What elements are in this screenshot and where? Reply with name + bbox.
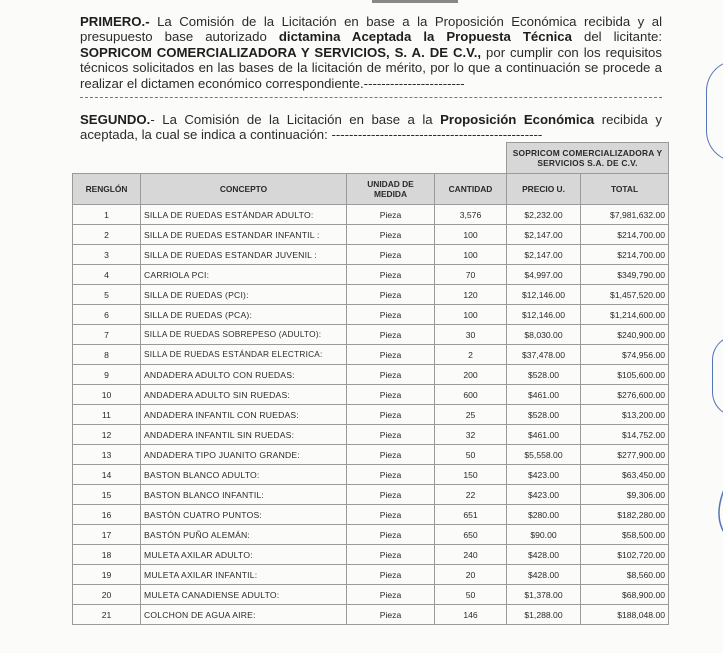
row-unit: Pieza [347,545,435,565]
row-unit: Pieza [347,525,435,545]
row-unit: Pieza [347,245,435,265]
row-unit: Pieza [347,445,435,465]
row-total: $240,900.00 [581,325,669,345]
separator-line [80,97,662,98]
row-unit: Pieza [347,385,435,405]
row-concept: SILLA DE RUEDAS (PCI): [141,285,347,305]
row-unit-price: $1,378.00 [507,585,581,605]
row-total: $102,720.00 [581,545,669,565]
row-total: $214,700.00 [581,225,669,245]
row-quantity: 50 [435,445,507,465]
row-total: $182,280.00 [581,505,669,525]
row-number: 10 [73,385,141,405]
row-number: 12 [73,425,141,445]
row-unit-price: $12,146.00 [507,305,581,325]
table-row [73,305,669,325]
row-concept: COLCHON DE AGUA AIRE: [141,605,347,625]
table-row [73,245,669,265]
header-renglon: RENGLÓN [73,174,141,205]
row-total: $214,700.00 [581,245,669,265]
table-row [73,445,669,465]
row-total: $277,900.00 [581,445,669,465]
row-unit: Pieza [347,605,435,625]
row-unit: Pieza [347,325,435,345]
row-unit-price: $423.00 [507,485,581,505]
row-number: 20 [73,585,141,605]
table-row [73,325,669,345]
paragraph-primero [80,14,662,91]
table-row [73,345,669,365]
row-unit: Pieza [347,265,435,285]
row-concept: MULETA CANADIENSE ADULTO: [141,585,347,605]
row-quantity: 50 [435,585,507,605]
supplier-name: SOPRICOM COMERCIALIZADORA Y SERVICIOS S.A. DE C.V. [507,143,669,174]
header-cantidad: CANTIDAD [435,174,507,205]
row-quantity: 600 [435,385,507,405]
row-unit: Pieza [347,425,435,445]
row-concept: SILLA DE RUEDAS ESTANDAR INFANTIL : [141,225,347,245]
row-unit: Pieza [347,485,435,505]
row-total: $276,600.00 [581,385,669,405]
row-concept: MULETA AXILAR INFANTIL: [141,565,347,585]
row-concept: BASTÓN PUÑO ALEMÁN: [141,525,347,545]
row-quantity: 32 [435,425,507,445]
row-quantity: 25 [435,405,507,425]
row-quantity: 100 [435,245,507,265]
row-unit-price: $1,288.00 [507,605,581,625]
header-unidad: UNIDAD DE MEDIDA [347,174,435,205]
header-total: TOTAL [581,174,669,205]
row-total: $7,981,632.00 [581,205,669,225]
row-unit: Pieza [347,585,435,605]
row-total: $1,457,520.00 [581,285,669,305]
row-unit: Pieza [347,465,435,485]
supplier-header-row [73,143,669,174]
row-quantity: 22 [435,485,507,505]
row-quantity: 20 [435,565,507,585]
row-total: $1,214,600.00 [581,305,669,325]
row-concept: SILLA DE RUEDAS (PCA): [141,305,347,325]
primero-text-1: La Comisión de la Licitación en base a la Proposición Económica recibida y al presupuesto base autorizado [80,14,662,45]
row-unit: Pieza [347,345,435,365]
header-blank [73,143,507,174]
row-total: $349,790.00 [581,265,669,285]
row-unit-price: $461.00 [507,385,581,405]
table-row [73,285,669,305]
row-unit: Pieza [347,505,435,525]
row-number: 9 [73,365,141,385]
row-quantity: 100 [435,225,507,245]
row-unit-price: $2,147.00 [507,245,581,265]
table-row [73,385,669,405]
primero-bold-1: dictamina Aceptada la Propuesta Técnica [278,29,572,45]
row-unit-price: $8,030.00 [507,325,581,345]
row-number: 5 [73,285,141,305]
table-row [73,545,669,565]
row-total: $105,600.00 [581,365,669,385]
table-row [73,365,669,385]
row-number: 4 [73,265,141,285]
row-concept: MULETA AXILAR ADULTO: [141,545,347,565]
row-unit-price: $5,558.00 [507,445,581,465]
row-unit: Pieza [347,305,435,325]
row-total: $9,306.00 [581,485,669,505]
page-top-edge [372,0,458,3]
row-concept: SILLA DE RUEDAS ESTÁNDAR ADULTO: [141,205,347,225]
table-row [73,425,669,445]
row-total: $13,200.00 [581,405,669,425]
table-row [73,585,669,605]
primero-text-3: por cumplir con los requisitos técnicos solicitados en las bases de la licitación de mérito, por lo que a continuación se procede a realizar el dictamen económico correspondiente.----------------------- [80,44,662,91]
row-quantity: 70 [435,265,507,285]
row-quantity: 146 [435,605,507,625]
row-total: $68,900.00 [581,585,669,605]
row-number: 6 [73,305,141,325]
row-quantity: 651 [435,505,507,525]
row-unit-price: $423.00 [507,465,581,485]
row-concept: ANDADERA INFANTIL CON RUEDAS: [141,405,347,425]
row-total: $74,956.00 [581,345,669,365]
table-row [73,505,669,525]
row-unit: Pieza [347,205,435,225]
row-unit: Pieza [347,285,435,305]
row-unit-price: $280.00 [507,505,581,525]
row-concept: SILLA DE RUEDAS ESTÁNDAR ELECTRICA: [141,345,347,365]
row-number: 2 [73,225,141,245]
primero-bold-2: SOPRICOM COMERCIALIZADORA Y SERVICIOS, S. A. DE C.V., [80,44,482,60]
table-row [73,605,669,625]
row-unit-price: $12,146.00 [507,285,581,305]
row-concept: SILLA DE RUEDAS SOBREPESO (ADULTO): [141,325,347,345]
row-quantity: 240 [435,545,507,565]
table-row [73,405,669,425]
economic-proposal-table [72,142,669,625]
table-row [73,205,669,225]
row-concept: CARRIOLA PCI: [141,265,347,285]
row-number: 18 [73,545,141,565]
row-unit: Pieza [347,405,435,425]
row-quantity: 150 [435,465,507,485]
row-number: 19 [73,565,141,585]
row-concept: ANDADERA INFANTIL SIN RUEDAS: [141,425,347,445]
row-unit: Pieza [347,365,435,385]
table-row [73,525,669,545]
row-concept: ANDADERA TIPO JUANITO GRANDE: [141,445,347,465]
row-number: 21 [73,605,141,625]
row-unit-price: $2,147.00 [507,225,581,245]
row-concept: ANDADERA ADULTO SIN RUEDAS: [141,385,347,405]
row-number: 13 [73,445,141,465]
row-concept: BASTÓN CUATRO PUNTOS: [141,505,347,525]
header-precio: PRECIO U. [507,174,581,205]
row-total: $58,500.00 [581,525,669,545]
row-concept: BASTON BLANCO INFANTIL: [141,485,347,505]
column-header-row [73,174,669,205]
paragraph-segundo [80,112,662,143]
row-number: 17 [73,525,141,545]
header-concepto: CONCEPTO [141,174,347,205]
row-concept: BASTON BLANCO ADULTO: [141,465,347,485]
row-number: 11 [73,405,141,425]
row-number: 8 [73,345,141,365]
row-number: 7 [73,325,141,345]
row-unit-price: $2,232.00 [507,205,581,225]
row-quantity: 650 [435,525,507,545]
row-unit-price: $90.00 [507,525,581,545]
segundo-text-2: recibida y aceptada, la cual se indica a continuación: ------------------------------------------------ [80,112,662,143]
table-row [73,465,669,485]
row-unit-price: $461.00 [507,425,581,445]
signature-mark [712,335,723,417]
primero-text-2: del licitante: [571,29,662,45]
row-unit-price: $4,997.00 [507,265,581,285]
row-number: 15 [73,485,141,505]
row-quantity: 200 [435,365,507,385]
segundo-lead: SEGUNDO. [80,112,151,127]
row-total: $63,450.00 [581,465,669,485]
row-number: 14 [73,465,141,485]
table-row [73,485,669,505]
row-quantity: 30 [435,325,507,345]
row-total: $8,560.00 [581,565,669,585]
signature-mark [700,460,723,610]
row-total: $14,752.00 [581,425,669,445]
row-number: 1 [73,205,141,225]
row-number: 3 [73,245,141,265]
row-unit-price: $528.00 [507,365,581,385]
segundo-bold-1: Proposición Económica [440,112,595,127]
row-unit-price: $528.00 [507,405,581,425]
table-row [73,565,669,585]
signature-mark [706,60,723,162]
row-unit-price: $37,478.00 [507,345,581,365]
row-unit: Pieza [347,565,435,585]
row-concept: ANDADERA ADULTO CON RUEDAS: [141,365,347,385]
row-quantity: 120 [435,285,507,305]
table-row [73,225,669,245]
segundo-text-1: - La Comisión de la Licitación en base a la [150,112,441,127]
row-unit: Pieza [347,225,435,245]
row-total: $188,048.00 [581,605,669,625]
row-quantity: 2 [435,345,507,365]
table-row [73,265,669,285]
row-number: 16 [73,505,141,525]
row-unit-price: $428.00 [507,565,581,585]
row-unit-price: $428.00 [507,545,581,565]
row-quantity: 100 [435,305,507,325]
row-quantity: 3,576 [435,205,507,225]
primero-lead: PRIMERO.- [80,14,150,29]
row-concept: SILLA DE RUEDAS ESTANDAR JUVENIL : [141,245,347,265]
